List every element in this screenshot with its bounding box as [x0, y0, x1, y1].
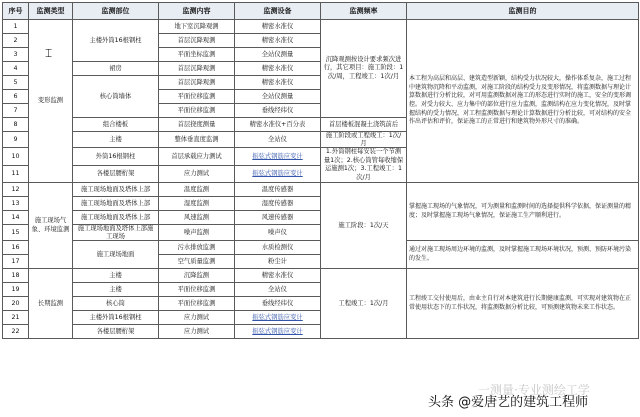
device-cell[interactable]: 垂线经纬仪: [235, 104, 321, 118]
device-cell[interactable]: 精密水准仪: [235, 76, 321, 90]
faint-watermark: 一测量·专业测绘工学: [478, 383, 590, 397]
device-cell[interactable]: 精密水准仪: [235, 34, 321, 48]
part-cell[interactable]: 施工现场地面及塔体上部: [73, 183, 159, 197]
content-cell[interactable]: 沉降监测: [159, 269, 235, 283]
row-number[interactable]: 12: [3, 183, 29, 197]
table-header-row: [3, 3, 639, 20]
monitoring-plan-table: [2, 2, 639, 339]
header-cell: 监测设备: [235, 3, 321, 20]
part-cell[interactable]: 各楼层腰桁架: [73, 325, 159, 339]
row-number[interactable]: 1: [3, 20, 29, 34]
table-row: [3, 183, 639, 197]
row-number[interactable]: 18: [3, 269, 29, 283]
type-cell-longterm[interactable]: 长期监测: [29, 269, 73, 339]
content-cell[interactable]: 首层挠度测量: [159, 118, 235, 132]
row-number[interactable]: 13: [3, 197, 29, 211]
device-cell[interactable]: 风速传感器: [235, 211, 321, 225]
header-cell: 监测频率: [321, 3, 407, 20]
header-cell: 序号: [3, 3, 29, 20]
content-cell[interactable]: 温度监测: [159, 183, 235, 197]
header-cell: 监测类型: [29, 3, 73, 20]
content-cell[interactable]: 空气质量监测: [159, 255, 235, 269]
device-cell[interactable]: [235, 325, 321, 339]
header-cell: 监测目的: [407, 3, 639, 20]
row-number[interactable]: 10: [3, 148, 29, 166]
frequency-cell[interactable]: 1.外筒钢柱每安装一个节测量1次；2.核心筒管每收缩保运施测1次；3.工程竣工：1次/月: [321, 148, 407, 183]
monitoring-table-container: [2, 2, 638, 402]
content-cell[interactable]: 污水排放监测: [159, 241, 235, 255]
type-cell-deformation[interactable]: 变形监测: [29, 20, 73, 183]
content-cell[interactable]: 风速监测: [159, 211, 235, 225]
device-cell[interactable]: 精密水准仪+百分表: [235, 118, 321, 132]
content-cell[interactable]: 首层承载应力测试: [159, 148, 235, 166]
row-number[interactable]: 15: [3, 225, 29, 241]
part-cell[interactable]: 外筒16根钢柱: [73, 148, 159, 166]
device-cell[interactable]: 垂线经纬仪: [235, 297, 321, 311]
type-cell-environment[interactable]: 施工现场气象、环境监测: [29, 183, 73, 269]
frequency-cell[interactable]: 施工阶段：1次/天: [321, 183, 407, 269]
part-cell[interactable]: 组合楼板: [73, 118, 159, 132]
part-cell[interactable]: 主楼外筒16根钢柱: [73, 311, 159, 325]
purpose-cell[interactable]: 本工程为高层和高层、建筑造型新颖，结构受力状况较大，操作体系复杂，施工过程中建筑物沉降和平动监测，对施工阶段的结构受力及变形情况，将监测数据与理论计算数据进行分析比较，对可用监测数据对施工的形态进行实时的施工，安全的变形调控。对受力较大、应力集中的部位进行应力监测，监测结构在应力变化情况，及时掌握结构的受力情况，对工程监测数据与理论计算数据进行分析比较，可对结构的安全作出评估和评价，保证施工的正常进行和建筑物外形尺寸的准确。: [407, 20, 639, 183]
part-cell[interactable]: 核心筒: [73, 297, 159, 311]
device-text: 振弦式钢筋应变计: [252, 170, 303, 178]
header-cell: 监测部位: [73, 3, 159, 20]
content-cell[interactable]: 应力测试: [159, 325, 235, 339]
device-cell[interactable]: 水质检测仪: [235, 241, 321, 255]
text-cursor-icon: ⌶: [45, 46, 53, 60]
part-cell[interactable]: 施工现场地面及塔体上部: [73, 197, 159, 211]
content-cell[interactable]: 湿度监测: [159, 197, 235, 211]
purpose-cell[interactable]: 通过对施工现场周边环境的监测，及时掌握施工现场环境状况，预测、预防环境污染的发生。: [407, 241, 639, 269]
frequency-cell[interactable]: 首层楼板混凝土浇筑前后: [321, 118, 407, 132]
row-number[interactable]: 2: [3, 34, 29, 48]
row-number[interactable]: 5: [3, 76, 29, 90]
row-number[interactable]: 11: [3, 165, 29, 183]
table-row: [3, 269, 639, 283]
row-number[interactable]: 3: [3, 48, 29, 62]
part-cell[interactable]: 主楼: [73, 283, 159, 297]
purpose-cell[interactable]: 工程竣工交付使用后，由业主自行对本建筑进行长期健康监测，可实现对建筑物在正常使用状态下的工作状况，将监测数据分析比较，可预测建筑物未来工作状态。: [407, 269, 639, 339]
part-cell[interactable]: 主楼: [73, 269, 159, 283]
device-cell[interactable]: 温度传感器: [235, 183, 321, 197]
content-cell[interactable]: 平面位移监测: [159, 104, 235, 118]
row-number[interactable]: 17: [3, 255, 29, 269]
device-cell[interactable]: 噪声仪: [235, 225, 321, 241]
row-number[interactable]: 21: [3, 311, 29, 325]
content-cell[interactable]: 平面位移监测: [159, 297, 235, 311]
device-cell[interactable]: 全站仪: [235, 283, 321, 297]
device-cell[interactable]: 全站仪: [235, 132, 321, 148]
content-cell[interactable]: 地下室沉降观测: [159, 20, 235, 34]
device-cell[interactable]: 精密水准仪: [235, 62, 321, 76]
content-cell[interactable]: 首层沉降观测: [159, 76, 235, 90]
device-text: 振弦式钢筋应变计: [252, 313, 303, 321]
device-text: 振弦式钢筋应变计: [252, 327, 303, 335]
row-number[interactable]: 22: [3, 325, 29, 339]
header-cell: 监测内容: [159, 3, 235, 20]
device-cell[interactable]: 精密水准仪: [235, 269, 321, 283]
row-number[interactable]: 16: [3, 241, 29, 255]
device-cell[interactable]: 全站仪测量: [235, 90, 321, 104]
row-number[interactable]: 8: [3, 118, 29, 132]
row-number[interactable]: 7: [3, 104, 29, 118]
row-number[interactable]: 6: [3, 90, 29, 104]
content-cell[interactable]: 首层沉降观测: [159, 62, 235, 76]
part-cell[interactable]: 施工现场地面及塔体上部施工现场: [73, 225, 159, 241]
frequency-cell[interactable]: 沉降观测按设计要求频次进行，其它项目：施工阶段：1次/周，工程竣工：1次/月: [321, 20, 407, 118]
part-cell[interactable]: 施工现场地面: [73, 241, 159, 269]
device-cell[interactable]: 精密水准仪: [235, 20, 321, 34]
row-number[interactable]: 4: [3, 62, 29, 76]
content-cell[interactable]: 平面位移监测: [159, 90, 235, 104]
device-cell[interactable]: 湿度传感器: [235, 197, 321, 211]
row-number[interactable]: 14: [3, 211, 29, 225]
table-row: [3, 20, 639, 34]
device-cell[interactable]: 全站仪测量: [235, 48, 321, 62]
frequency-cell[interactable]: 工程竣工：1次/月: [321, 269, 407, 339]
row-number[interactable]: 9: [3, 132, 29, 148]
content-cell[interactable]: 噪声监测: [159, 225, 235, 241]
row-number[interactable]: 20: [3, 297, 29, 311]
content-cell[interactable]: 首层沉降观测: [159, 34, 235, 48]
content-cell[interactable]: 应力测试: [159, 165, 235, 183]
device-cell[interactable]: [235, 148, 321, 166]
part-cell[interactable]: 各楼层腰桁架: [73, 165, 159, 183]
row-number[interactable]: 19: [3, 283, 29, 297]
device-cell[interactable]: [235, 311, 321, 325]
content-cell[interactable]: 平面位移监测: [159, 283, 235, 297]
part-cell[interactable]: 主楼外筒16根钢柱: [73, 20, 159, 62]
content-cell[interactable]: 整体垂直度监测: [159, 132, 235, 148]
part-cell[interactable]: 施工现场地面及塔体上部: [73, 211, 159, 225]
part-cell[interactable]: 核心筒墙体: [73, 76, 159, 118]
part-cell[interactable]: 主楼: [73, 132, 159, 148]
content-cell[interactable]: 应力测试: [159, 311, 235, 325]
device-cell[interactable]: 粉尘计: [235, 255, 321, 269]
content-cell[interactable]: 平面坐标监测: [159, 48, 235, 62]
device-cell[interactable]: [235, 165, 321, 183]
purpose-cell[interactable]: 掌握施工现场的气象情况，可为测量和监测时间的选择提供科学依据，保证测量的精度；及时掌握施工现场气象情况，保证施工生产顺利进行。: [407, 183, 639, 241]
watermark: 头条 @爱唐艺的建筑工程师: [428, 395, 589, 410]
frequency-cell[interactable]: 施工阶段或工程竣工：1次/月: [321, 132, 407, 148]
part-cell[interactable]: 裙房: [73, 62, 159, 76]
device-text: 振弦式钢筋应变计: [252, 152, 303, 160]
